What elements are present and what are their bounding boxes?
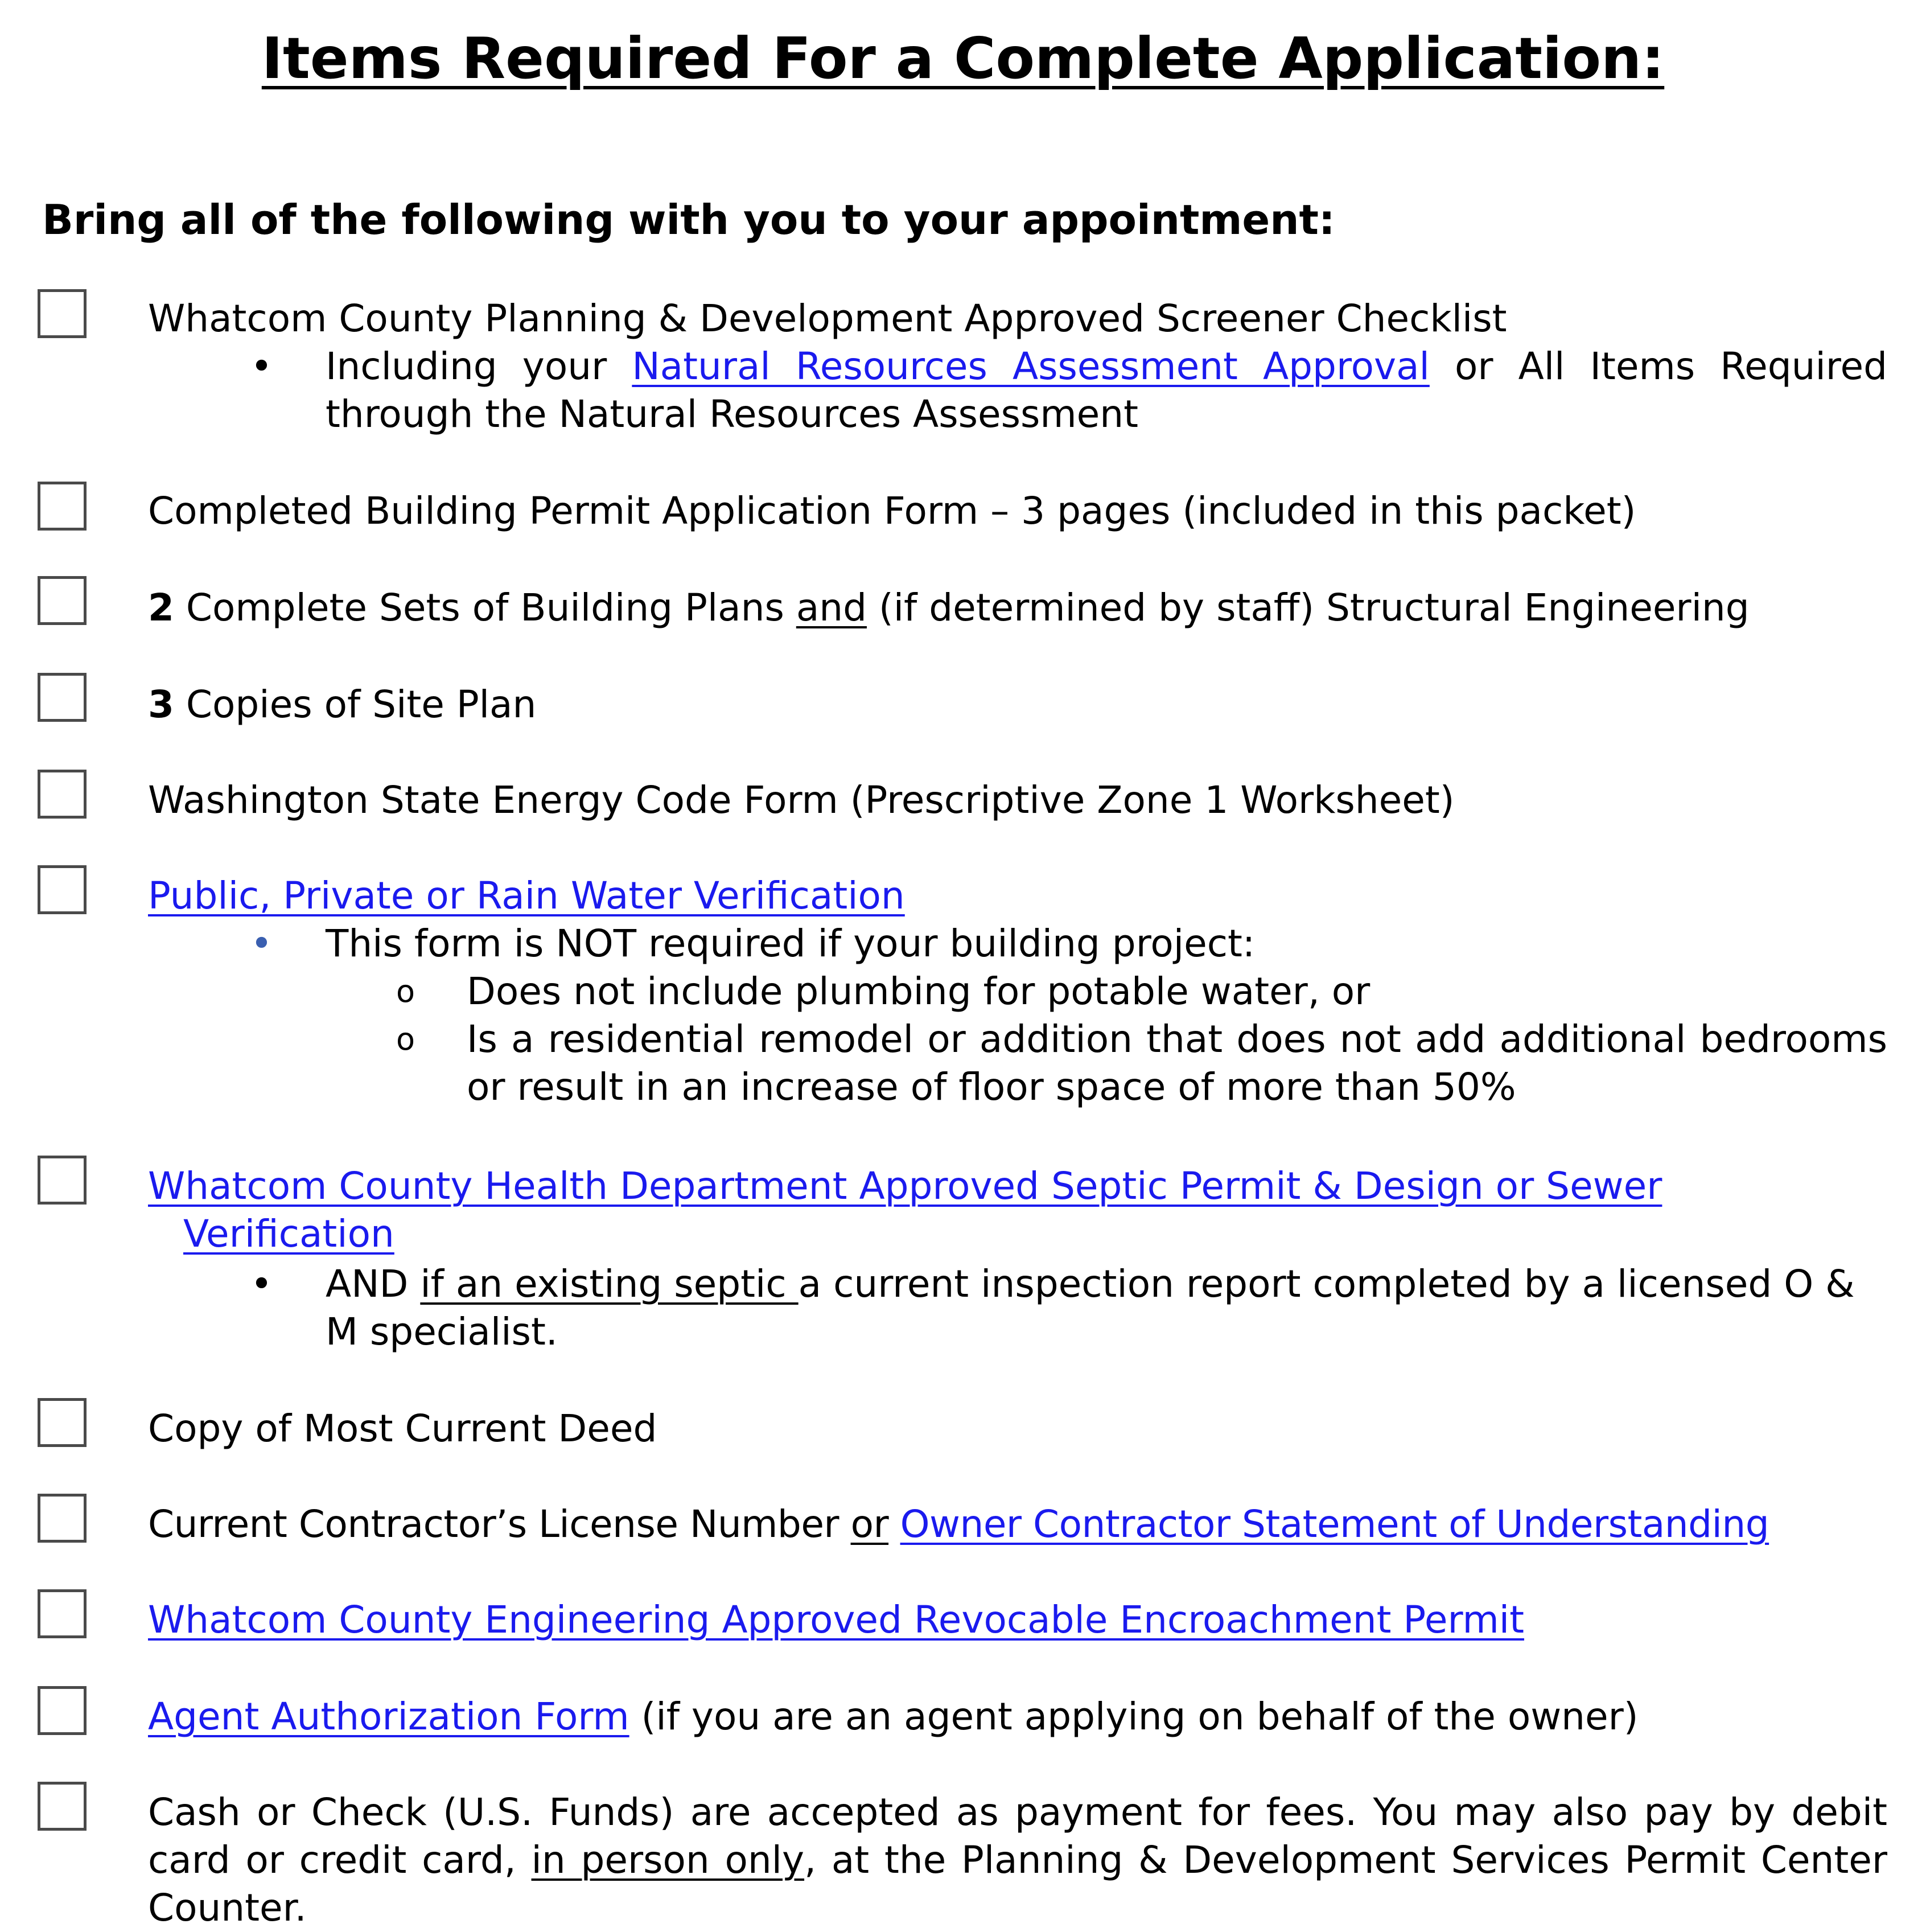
agent-authorization-link[interactable]: Agent Authorization Form [148,1695,629,1738]
sub-note: Is a residential remodel or addition that does not add additional bedrooms or result in an increase of floor space of more than 50% [467,1017,1887,1109]
bullet-icon: • [250,922,273,965]
item-label [148,872,1887,920]
item-label [148,1162,1887,1258]
sub-bullet-icon: o [396,973,415,1009]
item-label: 3 Copies of Site Plan [148,683,537,726]
checkbox-icon[interactable] [38,1589,87,1638]
page-title [0,22,1926,96]
encroachment-permit-link[interactable]: Whatcom County Engineering Approved Revocable Encroachment Permit [148,1598,1524,1642]
instructions-heading: Bring all of the following with you to your appointment: [42,196,1335,244]
item-label [148,1596,1887,1644]
bullet-icon: • [250,1262,273,1306]
natural-resources-link[interactable]: Natural Resources Assessment Approval [632,344,1430,388]
checkbox-icon[interactable] [38,1686,87,1735]
item-note: AND if an existing septic a current inspection report completed by a licensed O & M specialist. [326,1262,1855,1354]
item-label: Copy of Most Current Deed [148,1407,657,1450]
checkbox-icon[interactable] [38,576,87,625]
item-note: This form is NOT required if your building project: [326,922,1256,965]
checkbox-icon[interactable] [38,770,87,819]
checkbox-icon[interactable] [38,289,87,338]
checkbox-icon[interactable] [38,673,87,722]
item-label: Washington State Energy Code Form (Prescriptive Zone 1 Worksheet) [148,778,1455,822]
item-label: Whatcom County Planning & Development Approved Screener Checklist [148,297,1507,340]
checkbox-icon[interactable] [38,865,87,914]
water-verification-link[interactable]: Public, Private or Rain Water Verification [148,874,905,918]
septic-permit-link-cont[interactable]: Verification [183,1212,394,1256]
item-label: Agent Authorization Form (if you are an agent applying on behalf of the owner) [148,1695,1639,1738]
owner-contractor-link[interactable]: Owner Contractor Statement of Understanding [900,1502,1769,1546]
sub-note: Does not include plumbing for potable water, or [467,969,1371,1013]
checkbox-icon[interactable] [38,1782,87,1831]
page-title-text: Items Required For a Complete Application: [261,25,1665,92]
item-label: Cash or Check (U.S. Funds) are accepted as payment for fees. You may also pay by debit card or credit card, in person only, at the Planning & Development Services Permit Center Counter. [148,1790,1887,1930]
checkbox-icon[interactable] [38,1156,87,1205]
checkbox-icon[interactable] [38,482,87,531]
item-label: 2 Complete Sets of Building Plans and (if determined by staff) Structural Engineering [148,586,1750,630]
item-label: Current Contractor’s License Number or Owner Contractor Statement of Understanding [148,1502,1769,1546]
sub-bullet-icon: o [396,1021,415,1057]
checkbox-icon[interactable] [38,1494,87,1543]
checkbox-icon[interactable] [38,1398,87,1447]
bullet-icon: • [250,344,273,388]
item-label: Completed Building Permit Application Form – 3 pages (included in this packet) [148,489,1636,533]
item-note: Including your Natural Resources Assessment Approval or All Items Required through the Natural Resources Assessment [326,344,1887,436]
septic-permit-link[interactable]: Whatcom County Health Department Approved Septic Permit & Design or Sewer [148,1164,1662,1208]
